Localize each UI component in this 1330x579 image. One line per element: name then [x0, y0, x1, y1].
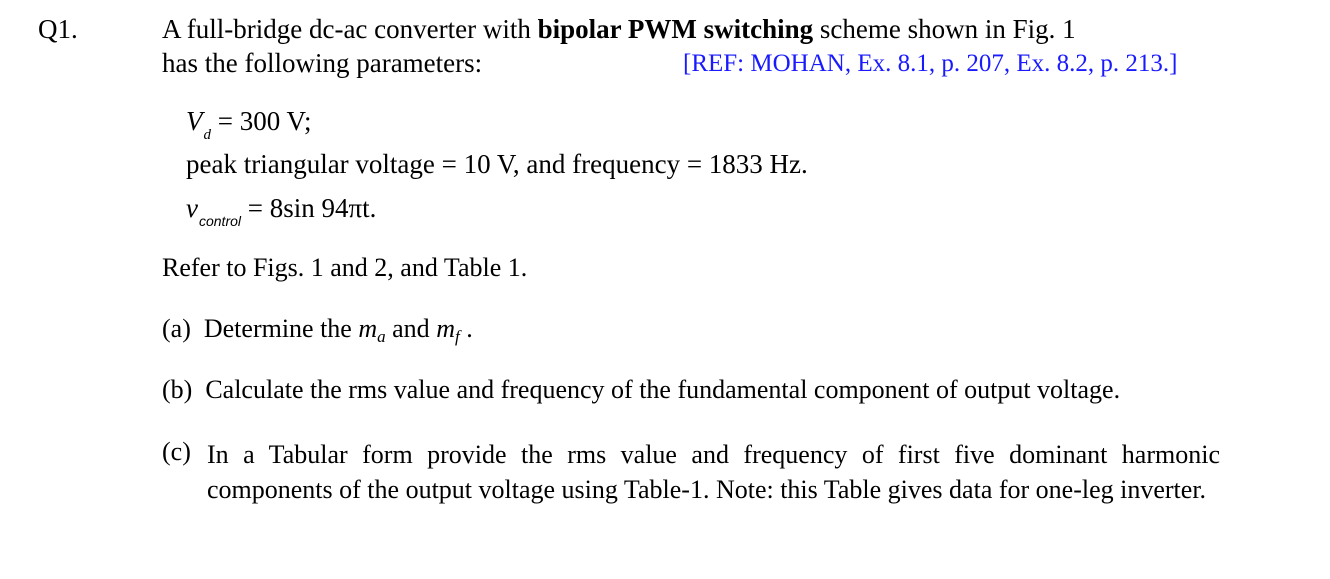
vd-symbol: V [186, 106, 203, 136]
part-c-text: In a Tabular form provide the rms value and frequency of first five dominant harmonic components of the output voltage using Table-1. Note: this Table gives data for one-leg inverter. [207, 440, 1220, 504]
part-b-label: (b) [162, 375, 193, 404]
question-intro-line2: has the following parameters: [162, 48, 483, 78]
question-number: Q1. [38, 14, 78, 44]
vcontrol-symbol: v [186, 193, 198, 223]
part-b [162, 375, 1120, 405]
ma-subscript: a [377, 327, 386, 346]
part-a [162, 314, 473, 344]
part-b-text: Calculate the rms value and frequency of the fundamental component of output voltage. [205, 375, 1121, 404]
question-intro-line1 [162, 14, 1076, 45]
part-a-text: Determine the [203, 314, 359, 343]
part-a-and: and [385, 314, 437, 343]
param-vcontrol [186, 193, 377, 229]
intro-bold-text: bipolar PWM switching [537, 14, 814, 44]
part-c-label: (c) [162, 437, 191, 466]
vd-value: = 300 V; [211, 106, 312, 136]
ma-symbol: m [358, 314, 378, 343]
vcontrol-subscript: control [198, 213, 242, 229]
part-a-end: . [459, 314, 473, 343]
intro-text-part2: scheme shown in Fig. 1 [813, 14, 1076, 44]
mf-subscript: f [454, 327, 460, 346]
reference-citation: [REF: MOHAN, Ex. 8.1, p. 207, Ex. 8.2, p. 213.] [683, 50, 1178, 77]
intro-text-part1: A full-bridge dc-ac converter with [162, 14, 538, 44]
part-a-label: (a) [162, 314, 191, 343]
refer-line: Refer to Figs. 1 and 2, and Table 1. [162, 253, 528, 282]
mf-symbol: m [436, 314, 455, 343]
param-triangular: peak triangular voltage = 10 V, and frequency = 1833 Hz. [186, 149, 808, 179]
vcontrol-value: = 8sin 94πt. [241, 193, 377, 223]
vd-subscript: d [203, 127, 211, 143]
param-vd [186, 106, 312, 143]
